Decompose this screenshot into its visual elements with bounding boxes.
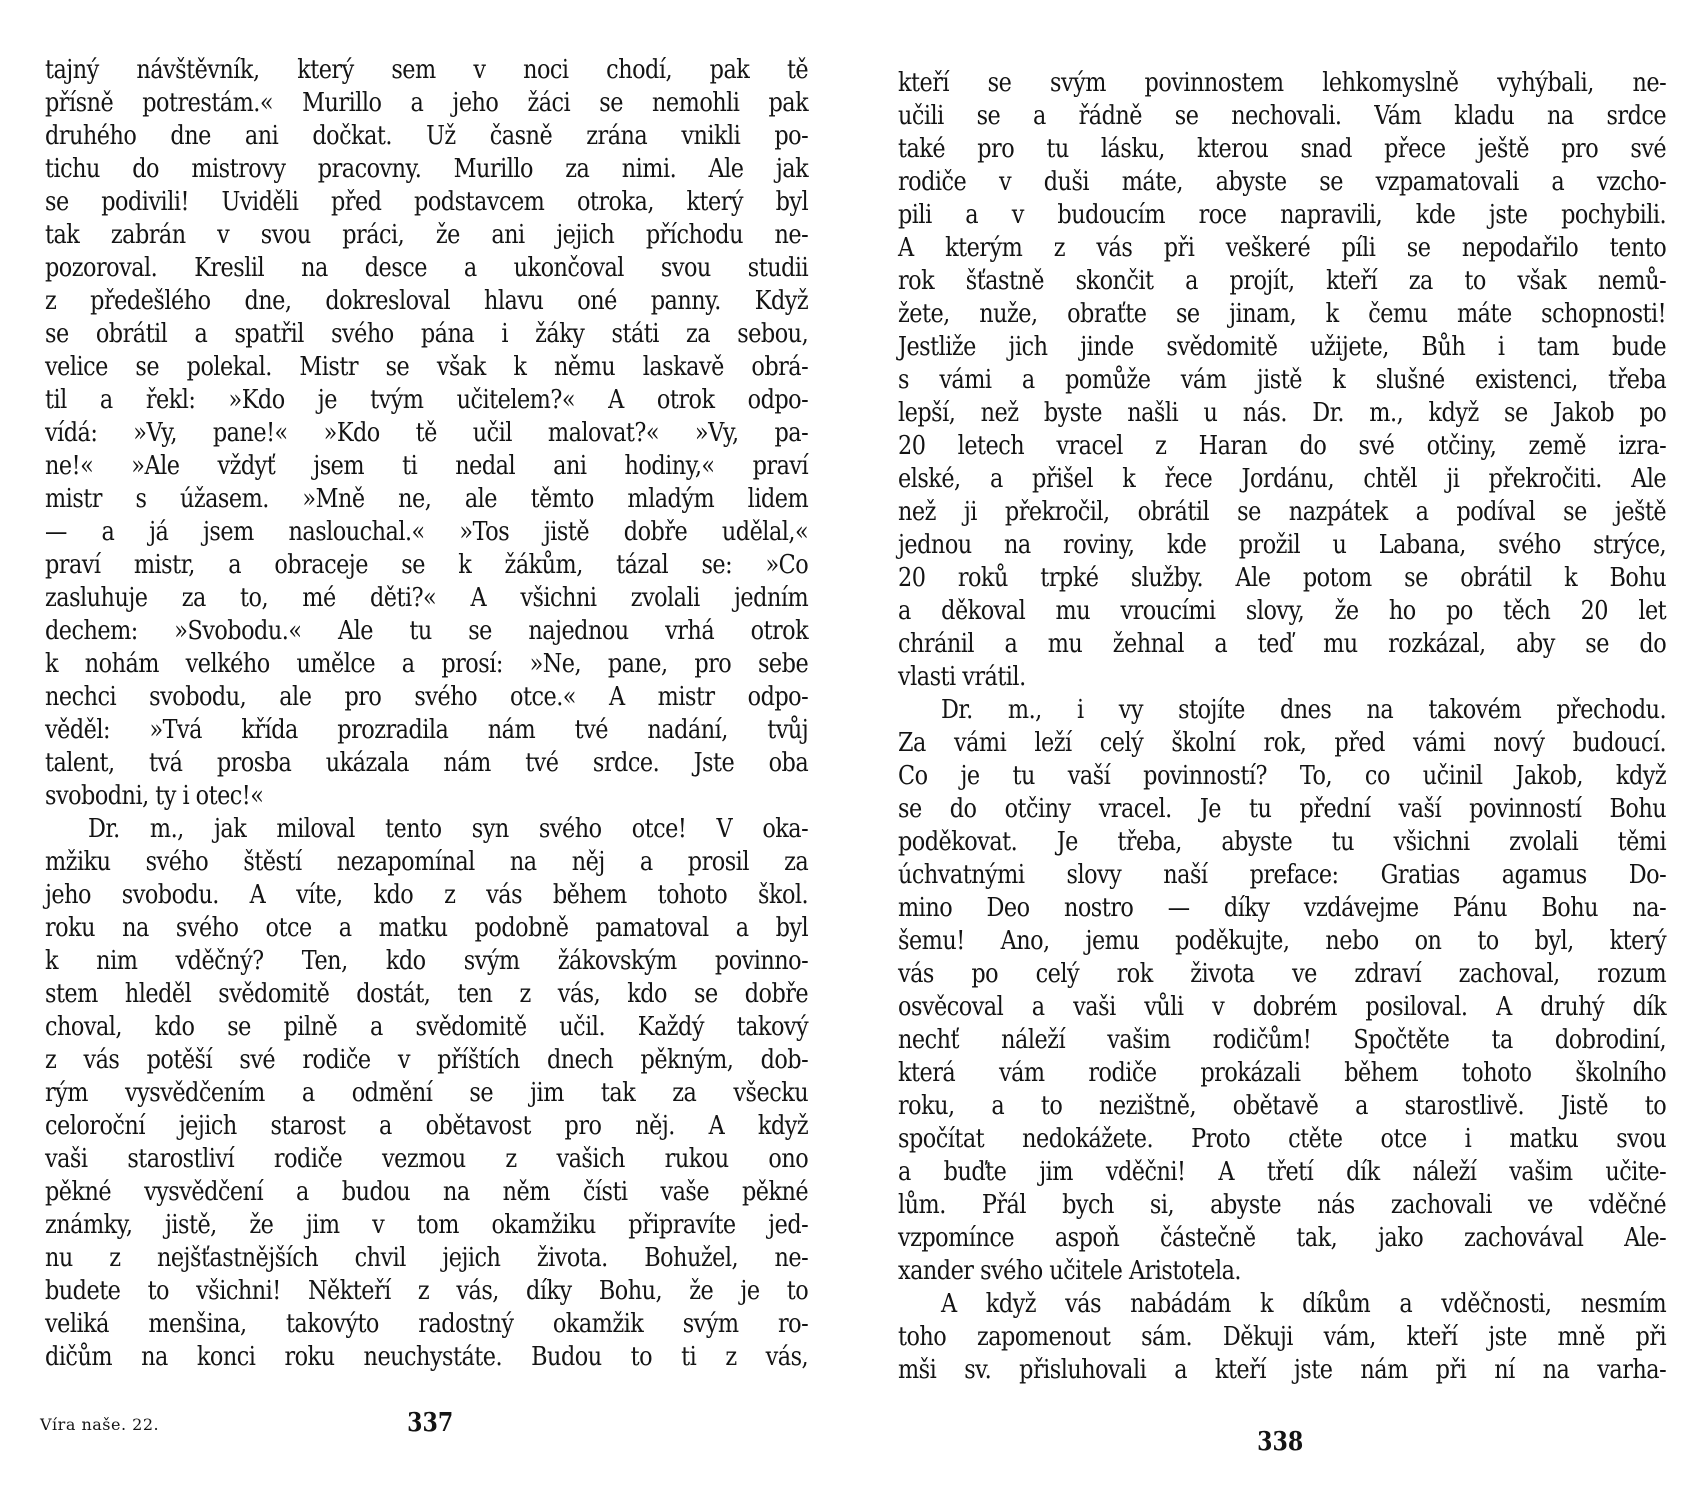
text-line: Jestliže jich jinde svědomitě užijete, Bůh i tam bude [898, 332, 1667, 362]
text-line: A kterým z vás při veškeré píli se nepodařilo tento [898, 233, 1667, 263]
text-line: tichu do mistrovy pracovny. Murillo za nimi. Ale jak [45, 154, 809, 184]
text-line: šemu! Ano, jemu poděkujte, nebo on to byl, který [898, 926, 1667, 956]
text-line: Co je tu vaší povinností? To, co učinil Jakob, když [898, 761, 1667, 791]
text-line: a buďte jim vděčni! A třetí dík náleží vašim učite- [898, 1157, 1667, 1187]
text-line: tajný návštěvník, který sem v noci chodí, pak tě [45, 55, 809, 85]
printer-signature: Víra naše. 22. [40, 1415, 160, 1434]
text-line: osvěcoval a vaši vůli v dobrém posiloval. A druhý dík [898, 992, 1667, 1022]
text-line: celoroční jejich starost a obětavost pro něj. A když [45, 1111, 809, 1141]
text-line: jeho svobodu. A víte, kdo z vás během tohoto škol. [45, 880, 809, 910]
text-line: k nohám velkého umělce a prosí: »Ne, pane, pro sebe [45, 649, 809, 679]
text-line: elské, a přišel k řece Jordánu, chtěl ji překročiti. Ale [898, 464, 1667, 494]
text-line: vídá: »Vy, pane!« »Kdo tě učil malovat?« »Vy, pa- [45, 418, 809, 448]
text-line: rodiče v duši máte, abyste se vzpamatovali a vzcho- [898, 167, 1667, 197]
text-line: rým vysvědčením a odmění se jim tak za všecku [45, 1078, 809, 1108]
text-line: a děkoval mu vroucími slovy, že ho po těch 20 let [898, 596, 1667, 626]
text-line: se podivili! Uviděli před podstavcem otroka, který byl [45, 187, 809, 217]
text-line: Dr. m., jak miloval tento syn svého otce! V oka- [88, 814, 809, 844]
text-line: nechci svobodu, ale pro svého otce.« A mistr odpo- [45, 682, 809, 712]
text-line: než ji překročil, obrátil se nazpátek a podíval se ještě [898, 497, 1667, 527]
text-line: tak zabrán v svou práci, že ani jejich příchodu ne- [45, 220, 809, 250]
text-line: — a já jsem naslouchal.« »Tos jistě dobře udělal,« [45, 517, 809, 547]
left-page-body [45, 54, 810, 1374]
text-line: nu z nejšťastnějších chvil jejich života. Bohužel, ne- [45, 1243, 809, 1273]
text-line: se do otčiny vracel. Je tu přední vaší povinností Bohu [898, 794, 1667, 824]
text-line: stem hleděl svědomitě dostát, ten z vás, kdo se dobře [45, 979, 809, 1009]
text-line: A když vás nabádám k díkům a vděčnosti, nesmím [941, 1289, 1667, 1319]
text-line: 20 letech vracel z Haran do své otčiny, země izra- [898, 431, 1667, 461]
text-line: jednou na roviny, kde prožil u Labana, svého strýce, [898, 530, 1667, 560]
text-line: poděkovat. Je třeba, abyste tu všichni zvolali těmi [898, 827, 1667, 857]
text-line: mši sv. přisluhovali a kteří jste nám při ní na varha- [898, 1355, 1667, 1385]
text-line: vlasti vrátil. [898, 662, 1026, 692]
text-line: toho zapomenout sám. Děkuji vám, kteří jste mně při [898, 1322, 1667, 1352]
text-line: z vás potěší své rodiče v příštích dnech pěkným, dob- [45, 1045, 809, 1075]
text-line: mžiku svého štěstí nezapomínal na něj a prosil za [45, 847, 809, 877]
text-line: z předešlého dne, dokresloval hlavu oné panny. Když [45, 286, 809, 316]
text-line: kteří se svým povinnostem lehkomyslně vyhýbali, ne- [898, 68, 1667, 98]
text-line: roku, a to nezištně, obětavě a starostlivě. Jistě to [898, 1091, 1667, 1121]
page-number: 338 [1257, 1427, 1304, 1457]
text-line: úchvatnými slovy naší preface: Gratias agamus Do- [898, 860, 1667, 890]
text-line: druhého dne ani dočkat. Už časně zrána vnikli po- [45, 121, 809, 151]
page-number: 337 [407, 1408, 454, 1438]
text-line: přísně potrestám.« Murillo a jeho žáci se nemohli pak [45, 88, 809, 118]
text-line: mistr s úžasem. »Mně ne, ale těmto mladým lidem [45, 484, 809, 514]
text-line: také pro tu lásku, kterou snad přece ještě pro své [898, 134, 1667, 164]
text-line: dechem: »Svobodu.« Ale tu se najednou vrhá otrok [45, 616, 809, 646]
text-line: Za vámi leží celý školní rok, před vámi nový budoucí. [898, 728, 1667, 758]
text-line: vás po celý rok života ve zdraví zachoval, rozum [898, 959, 1667, 989]
text-line: veliká menšina, takovýto radostný okamžik svým ro- [45, 1309, 809, 1339]
text-line: známky, jistě, že jim v tom okamžiku připravíte jed- [45, 1210, 809, 1240]
text-line: k nim vděčný? Ten, kdo svým žákovským povinno- [45, 946, 809, 976]
text-line: vzpomínce aspoň částečně tak, jako zachovával Ale- [898, 1223, 1667, 1253]
text-line: chránil a mu žehnal a teď mu rozkázal, aby se do [898, 629, 1667, 659]
text-line: rok šťastně skončit a projít, kteří za to však nemů- [898, 266, 1667, 296]
text-line: roku na svého otce a matku podobně pamatoval a byl [45, 913, 809, 943]
text-line: svobodni, ty i otec!« [45, 781, 264, 811]
text-line: velice se polekal. Mistr se však k němu laskavě obrá- [45, 352, 809, 382]
text-line: s vámi a pomůže vám jistě k slušné existenci, třeba [898, 365, 1667, 395]
text-line: vaši starostliví rodiče vezmou z vašich rukou ono [45, 1144, 809, 1174]
text-line: budete to všichni! Někteří z vás, díky Bohu, že je to [45, 1276, 809, 1306]
text-line: praví mistr, a obraceje se k žákům, tázal se: »Co [45, 550, 809, 580]
text-line: pili a v budoucím roce napravili, kde jste pochybili. [898, 200, 1667, 230]
right-page-body [898, 67, 1668, 1387]
text-line: choval, kdo se pilně a svědomitě učil. Každý takový [45, 1012, 809, 1042]
text-line: xander svého učitele Aristotela. [898, 1256, 1241, 1286]
text-line: se obrátil a spatřil svého pána i žáky státi za sebou, [45, 319, 809, 349]
text-line: pěkné vysvědčení a budou na něm čísti vaše pěkné [45, 1177, 809, 1207]
text-line: lepší, než byste našli u nás. Dr. m., když se Jakob po [898, 398, 1667, 428]
right-page [853, 0, 1706, 1500]
text-line: dičům na konci roku neuchystáte. Budou to ti z vás, [45, 1342, 809, 1372]
text-line: která vám rodiče prokázali během tohoto školního [898, 1058, 1667, 1088]
text-line: 20 roků trpké služby. Ale potom se obrátil k Bohu [898, 563, 1667, 593]
text-line: til a řekl: »Kdo je tvým učitelem?« A otrok odpo- [45, 385, 809, 415]
text-line: učili se a řádně se nechovali. Vám kladu na srdce [898, 101, 1667, 131]
text-line: Dr. m., i vy stojíte dnes na takovém přechodu. [941, 695, 1667, 725]
text-line: mino Deo nostro — díky vzdávejme Pánu Bohu na- [898, 893, 1667, 923]
text-line: věděl: »Tvá křída prozradila nám tvé nadání, tvůj [45, 715, 809, 745]
text-line: nechť náleží vašim rodičům! Spočtěte ta dobrodiní, [898, 1025, 1667, 1055]
text-line: pozoroval. Kreslil na desce a ukončoval svou studii [45, 253, 809, 283]
text-line: ne!« »Ale vždyť jsem ti nedal ani hodiny,« praví [45, 451, 809, 481]
text-line: zasluhuje za to, mé děti?« A všichni zvolali jedním [45, 583, 809, 613]
text-line: spočítat nedokážete. Proto ctěte otce i matku svou [898, 1124, 1667, 1154]
text-line: lům. Přál bych si, abyste nás zachovali ve vděčné [898, 1190, 1667, 1220]
text-line: žete, nuže, obraťte se jinam, k čemu máte schopnosti! [898, 299, 1667, 329]
text-line: talent, tvá prosba ukázala nám tvé srdce. Jste oba [45, 748, 809, 778]
